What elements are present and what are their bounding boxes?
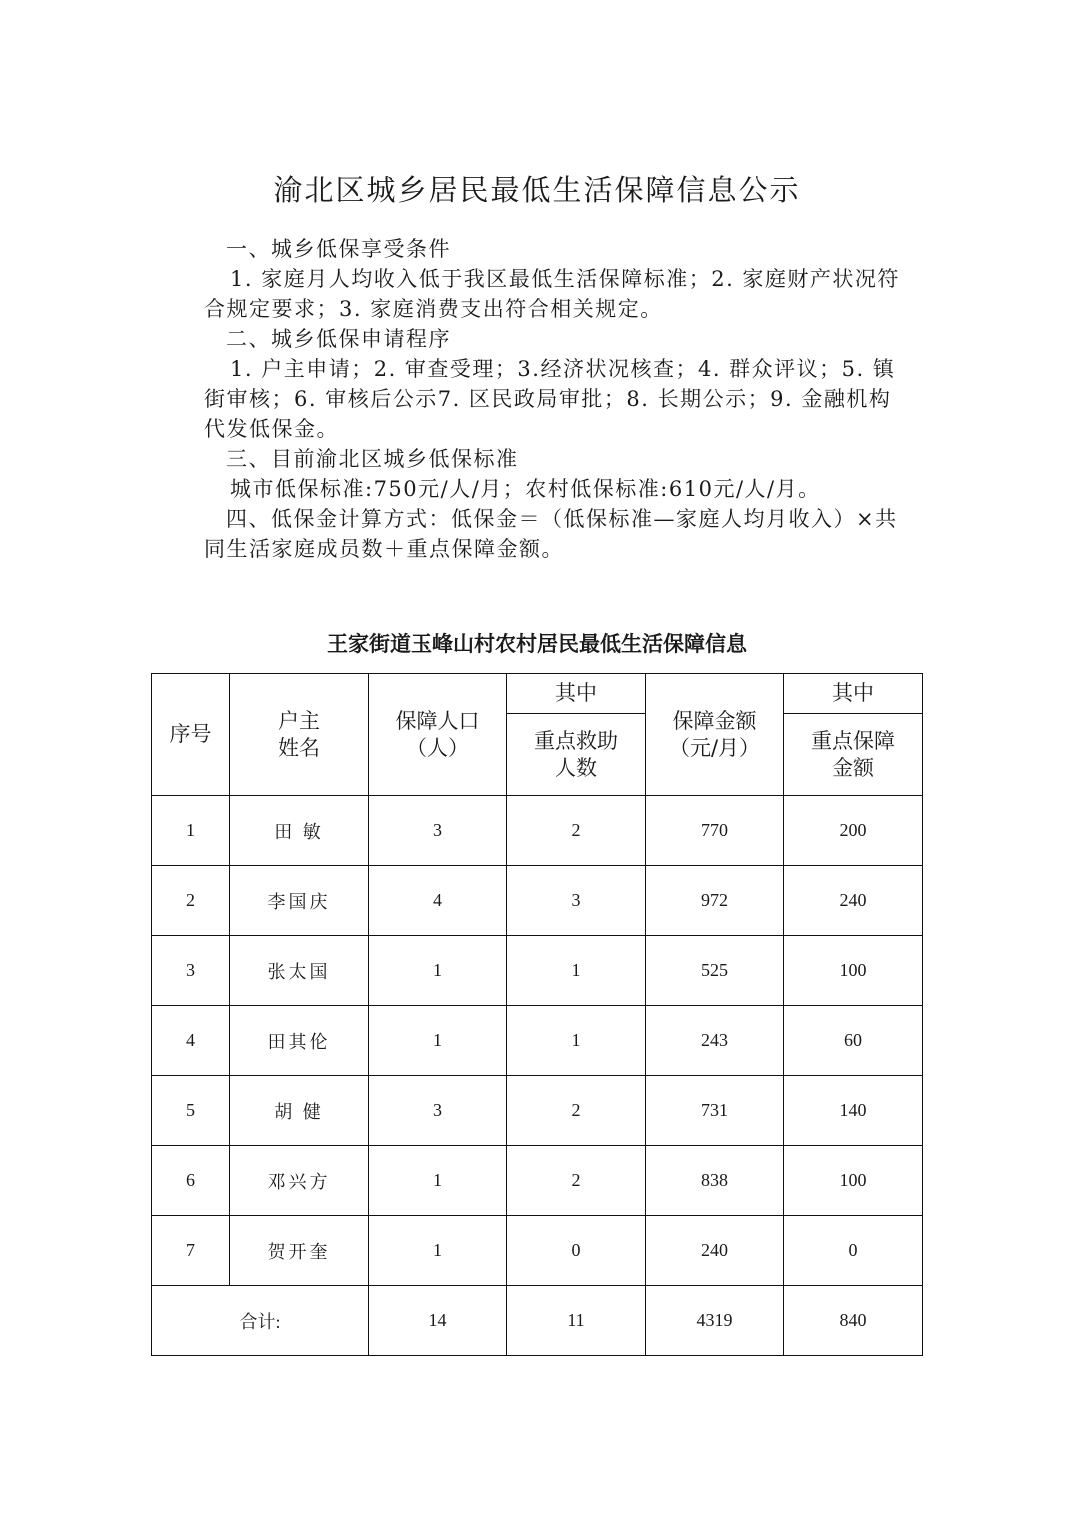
- cell-total-label: 合计:: [152, 1286, 369, 1356]
- cell-key-aid: 1: [507, 1006, 646, 1076]
- announcement-body: [204, 234, 904, 564]
- cell-seq: 2: [152, 866, 230, 936]
- cell-key-aid: 2: [507, 1146, 646, 1216]
- cell-seq: 7: [152, 1216, 230, 1286]
- header-key-amount: 重点保障 金额: [784, 714, 923, 796]
- cell-population: 3: [369, 796, 507, 866]
- header-among-1: 其中: [507, 674, 646, 714]
- cell-name: 张太国: [230, 936, 369, 1006]
- document-title: 渝北区城乡居民最低生活保障信息公示: [273, 173, 801, 207]
- assistance-table: [151, 673, 923, 1356]
- header-seq: 序号: [152, 674, 230, 796]
- cell-population: 1: [369, 1006, 507, 1076]
- cell-amount: 731: [646, 1076, 784, 1146]
- cell-population: 4: [369, 866, 507, 936]
- table-title: 王家街道玉峰山村农村居民最低生活保障信息: [327, 632, 747, 656]
- cell-total-key-amount: 840: [784, 1286, 923, 1356]
- cell-key-aid: 2: [507, 796, 646, 866]
- table-row: [152, 1006, 923, 1076]
- paragraph-calculation: 四、低保金计算方式：低保金＝（低保标准—家庭人均月收入）×共同生活家庭成员数＋重点保障金额。: [204, 507, 898, 561]
- cell-population: 3: [369, 1076, 507, 1146]
- cell-seq: 4: [152, 1006, 230, 1076]
- paragraph-standard: 城市低保标准:750元/人/月；农村低保标准:610元/人/月。: [230, 477, 821, 501]
- cell-total-population: 14: [369, 1286, 507, 1356]
- cell-total-key-aid: 11: [507, 1286, 646, 1356]
- table-row: [152, 936, 923, 1006]
- cell-key-aid: 3: [507, 866, 646, 936]
- cell-key-amount: 240: [784, 866, 923, 936]
- paragraph-procedure: 1. 户主申请；2. 审查受理；3.经济状况核查；4. 群众评议；5. 镇街审核；6. 审核后公示7. 区民政局审批；8. 长期公示；9. 金融机构代发低保金。: [204, 357, 896, 441]
- cell-name: 田 敏: [230, 796, 369, 866]
- cell-key-aid: 2: [507, 1076, 646, 1146]
- cell-total-amount: 4319: [646, 1286, 784, 1356]
- table-row: [152, 1076, 923, 1146]
- table-total-row: [152, 1286, 923, 1356]
- cell-key-aid: 0: [507, 1216, 646, 1286]
- cell-name: 田其伦: [230, 1006, 369, 1076]
- header-among-2: 其中: [784, 674, 923, 714]
- cell-key-amount: 60: [784, 1006, 923, 1076]
- cell-key-amount: 140: [784, 1076, 923, 1146]
- table-row: [152, 796, 923, 866]
- cell-population: 1: [369, 1146, 507, 1216]
- cell-population: 1: [369, 936, 507, 1006]
- header-key-aid: 重点救助 人数: [507, 714, 646, 796]
- cell-amount: 770: [646, 796, 784, 866]
- paragraph-conditions: 1. 家庭月人均收入低于我区最低生活保障标准；2. 家庭财产状况符合规定要求；3. 家庭消费支出符合相关规定。: [204, 267, 900, 321]
- table-row: [152, 1216, 923, 1286]
- header-name: 户主 姓名: [230, 674, 369, 796]
- cell-seq: 6: [152, 1146, 230, 1216]
- section-heading-procedure: 二、城乡低保申请程序: [226, 327, 451, 351]
- cell-name: 李国庆: [230, 866, 369, 936]
- cell-population: 1: [369, 1216, 507, 1286]
- section-heading-conditions: 一、城乡低保享受条件: [226, 237, 451, 261]
- cell-key-amount: 100: [784, 936, 923, 1006]
- cell-key-amount: 200: [784, 796, 923, 866]
- table-row: [152, 866, 923, 936]
- cell-name: 胡 健: [230, 1076, 369, 1146]
- cell-amount: 240: [646, 1216, 784, 1286]
- cell-name: 贺开奎: [230, 1216, 369, 1286]
- cell-key-aid: 1: [507, 936, 646, 1006]
- cell-amount: 243: [646, 1006, 784, 1076]
- cell-amount: 972: [646, 866, 784, 936]
- cell-name: 邓兴方: [230, 1146, 369, 1216]
- cell-amount: 838: [646, 1146, 784, 1216]
- table-row: [152, 1146, 923, 1216]
- header-amount: 保障金额 （元/月）: [646, 674, 784, 796]
- cell-key-amount: 100: [784, 1146, 923, 1216]
- header-population: 保障人口 （人）: [369, 674, 507, 796]
- cell-key-amount: 0: [784, 1216, 923, 1286]
- cell-amount: 525: [646, 936, 784, 1006]
- cell-seq: 1: [152, 796, 230, 866]
- section-heading-standard: 三、目前渝北区城乡低保标准: [226, 447, 519, 471]
- cell-seq: 5: [152, 1076, 230, 1146]
- cell-seq: 3: [152, 936, 230, 1006]
